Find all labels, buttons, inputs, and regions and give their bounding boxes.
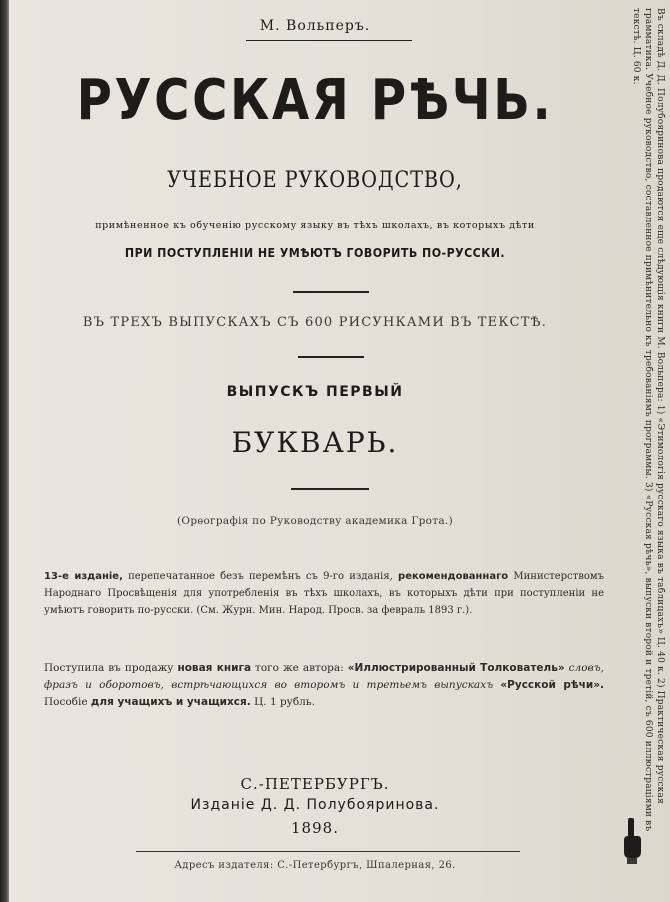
divider-rule	[293, 291, 369, 293]
edition-text: перепечатанное безъ перемѣнъ съ 9-го изданія,	[128, 571, 393, 582]
notice-text: того же автора:	[255, 662, 344, 674]
side-advert-column	[614, 8, 666, 858]
book-title: РУССКАЯ РѢЧЬ.	[76, 68, 554, 133]
notice-text: Пособіе	[44, 696, 88, 708]
issue-number: ВЫПУСКЪ ПЕРВЫЙ	[226, 384, 404, 400]
pointing-hand-icon	[622, 818, 642, 864]
book-reference: «Русской рѣчи».	[500, 679, 604, 691]
edition-number: 13-е изданіе,	[44, 571, 123, 582]
city: С.-ПЕТЕРБУРГЪ.	[240, 775, 390, 793]
new-book-notice	[44, 660, 604, 711]
notice-text: словъ, фразъ и оборотовъ, встрѣчающихся во второмъ и третьемъ выпускахъ	[44, 662, 604, 691]
publication-year: 1898.	[291, 819, 339, 837]
publisher-address: Адресъ издателя: С.-Петербургъ, Шпалерная, 26.	[174, 860, 456, 871]
divider-rule	[291, 488, 369, 490]
new-book-label: новая книга	[177, 662, 252, 674]
publisher: Изданіе Д. Д. Полубояринова.	[190, 797, 440, 813]
divider-rule	[298, 356, 364, 358]
footer-rule	[136, 851, 520, 852]
author-underline	[246, 40, 412, 41]
application-line: примѣненное къ обученію русскому языку въ тѣхъ школахъ, въ которыхъ дѣти	[95, 220, 535, 231]
price-label: Ц. 1 рубль.	[254, 696, 315, 708]
primer-title: БУКВАРЬ.	[231, 426, 399, 459]
edition-notice	[44, 568, 604, 619]
author-name: М. Вольперъ.	[259, 18, 371, 34]
application-line-bold: ПРИ ПОСТУПЛЕНІИ НЕ УМѢЮТЪ ГОВОРИТЬ ПО-РУССКИ.	[124, 246, 506, 260]
book-reference: «Иллюстрированный Толкователь»	[347, 662, 565, 674]
side-advert-text: Въ складѣ Д. Д. Полубояринова продаются еще слѣдующія книги М. Вольпера: 1) «Этимологія русскаго языка въ таблицахъ» Ц. 40 к. 2) Практическая русская грамматика. Учебное руководство, составленное примѣнительно къ требованіямъ программы. 3) «Русская рѣчь», выпуски второй и третій, съ 600 иллюстраціями въ текстѣ. Ц. 60 к.	[631, 8, 665, 832]
orthography-note: (Орѳографія по Руководству академика Грота.)	[177, 515, 453, 527]
edition-text-cont: Министерствомъ Народнаго Просвѣщенія для употребленія въ тѣхъ школахъ, въ которыхъ дѣти при поступленіи не умѣютъ говорить по-русски. (См. Журн. Мин. Народ. Просв. за февраль 1893 г.).	[44, 571, 604, 616]
notice-text: Поступила въ продажу	[44, 662, 174, 674]
recommended-label: рекомендованнаго	[398, 571, 509, 582]
audience-label: для учащихъ и учащихся.	[90, 696, 251, 708]
book-subtitle: УЧЕБНОЕ РУКОВОДСТВО,	[167, 168, 463, 193]
book-binding-edge	[0, 0, 9, 902]
issues-line: ВЪ ТРЕХЪ ВЫПУСКАХЪ СЪ 600 РИСУНКАМИ ВЪ ТЕКСТѢ.	[82, 315, 548, 330]
